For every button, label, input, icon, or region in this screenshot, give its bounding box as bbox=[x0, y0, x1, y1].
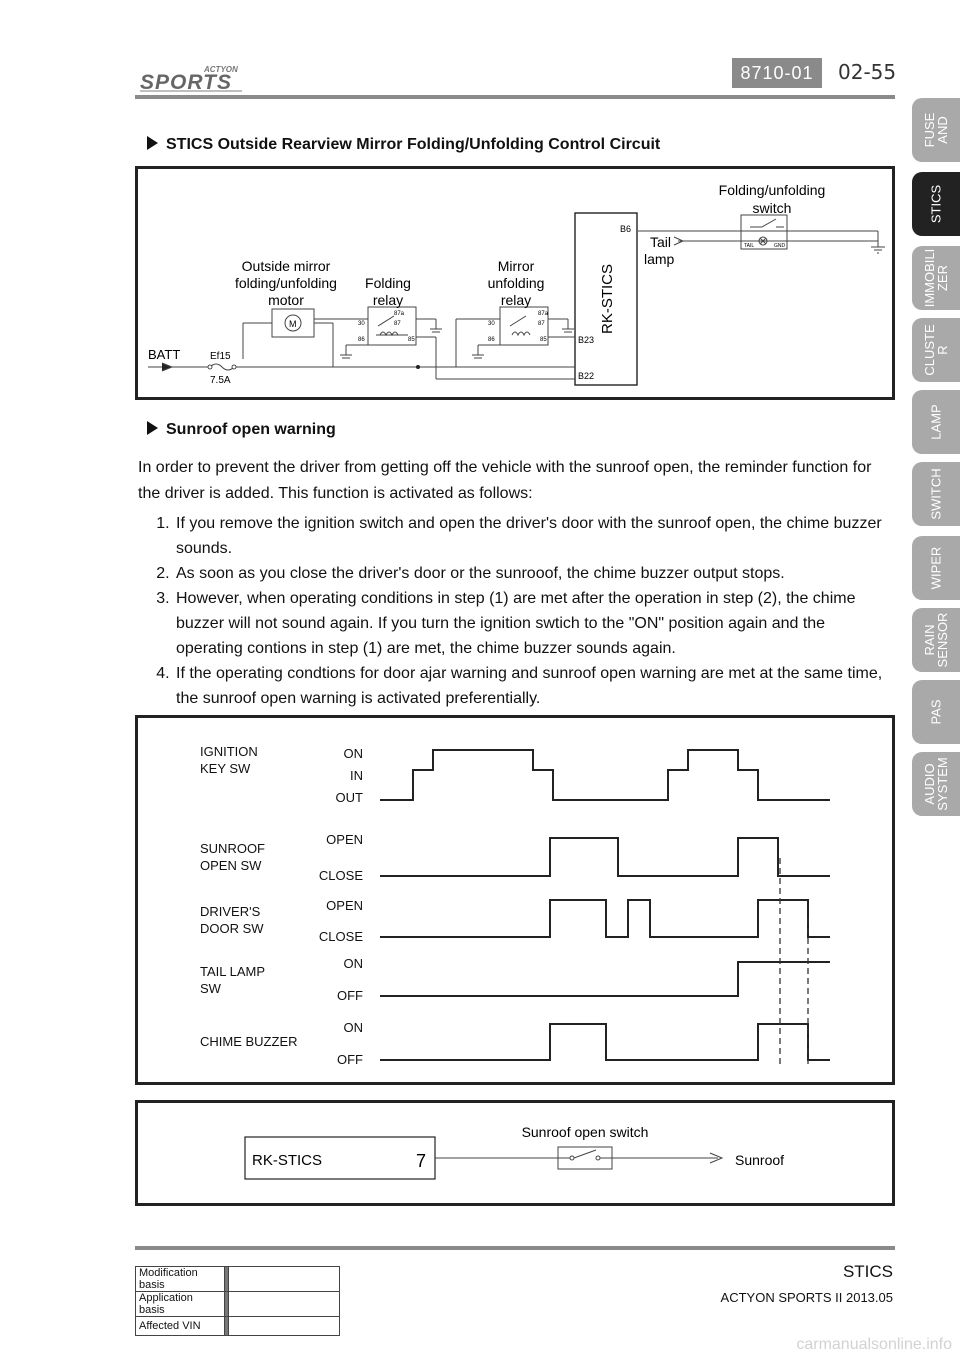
sig-door-name2: DOOR SW bbox=[200, 921, 264, 936]
sidebar-tab-label: IMMOBILI ZER bbox=[922, 248, 950, 308]
mirror-relay-line2: unfolding bbox=[487, 275, 545, 291]
mirror-relay-line3: relay bbox=[500, 292, 532, 308]
footer-model: ACTYON SPORTS II 2013.05 bbox=[720, 1290, 893, 1305]
fold-relay-pin-85: 85 bbox=[408, 337, 415, 343]
switch-tail-pin: TAIL bbox=[744, 243, 755, 249]
folding-relay-line2: relay bbox=[372, 292, 404, 308]
header-rule bbox=[135, 95, 895, 99]
sidebar-tab-label: AUDIO SYSTEM bbox=[922, 757, 950, 811]
sidebar-tab-audio-system[interactable] bbox=[912, 752, 960, 816]
basis-table bbox=[135, 1266, 340, 1336]
sig-ign-name1: IGNITION bbox=[200, 744, 258, 759]
switch-label-line2: switch bbox=[752, 200, 792, 216]
sig-sunroof-name2: OPEN SW bbox=[200, 858, 262, 873]
sig-tail-name2: SW bbox=[200, 981, 221, 996]
footer-rule bbox=[135, 1246, 895, 1250]
ign-state-on: ON bbox=[343, 746, 363, 761]
sunroof-target: Sunroof bbox=[735, 1152, 785, 1168]
tail-state-on: ON bbox=[343, 956, 363, 971]
triangle-bullet-icon bbox=[147, 136, 158, 150]
sidebar-tab-wiper[interactable] bbox=[912, 536, 960, 600]
chime-state-off: OFF bbox=[337, 1052, 363, 1067]
sig-sunroof-name1: SUNROOF bbox=[200, 841, 265, 856]
folding-relay-line1: Folding bbox=[365, 275, 411, 291]
sidebar-tab-rain-sensor[interactable] bbox=[912, 608, 960, 672]
ign-state-out: OUT bbox=[335, 790, 363, 805]
chime-waveform bbox=[380, 1024, 830, 1060]
switch-gnd-pin: GND bbox=[774, 243, 786, 249]
step-item-1: 1. If you remove the ignition switch and open the driver's door with the sunroof open, the chime buzzer sounds. bbox=[174, 511, 895, 561]
sig-chime-name1: CHIME BUZZER bbox=[200, 1034, 298, 1049]
motor-label-line2: folding/unfolding bbox=[235, 275, 337, 291]
basis-label: Modification basis bbox=[136, 1267, 225, 1292]
mirror-relay-line1: Mirror bbox=[497, 258, 535, 274]
basis-label: Application basis bbox=[136, 1292, 225, 1317]
tail-state-off: OFF bbox=[337, 988, 363, 1003]
fold-relay-pin-86: 86 bbox=[358, 337, 365, 343]
sunroof-timing-diagram bbox=[135, 715, 895, 1085]
ign-waveform bbox=[380, 750, 830, 800]
sidebar-tab-label: SWITCH bbox=[928, 468, 944, 520]
mirror-relay-pin-87: 87 bbox=[538, 321, 545, 327]
sunroof-circuit-svg bbox=[138, 1103, 892, 1203]
door-state-open: OPEN bbox=[326, 898, 363, 913]
section1-heading bbox=[147, 136, 660, 154]
sidebar-tab-switch[interactable] bbox=[912, 462, 960, 526]
sunroof-switch-label: Sunroof open switch bbox=[521, 1124, 649, 1140]
door-state-close: CLOSE bbox=[318, 929, 363, 944]
step-item-2: 2. As soon as you close the driver's door or the sunrooof, the chime buzzer output stops. bbox=[174, 561, 895, 586]
motor-symbol: M bbox=[289, 319, 297, 329]
mirror-circuit-svg bbox=[138, 169, 892, 397]
pin-b23: B23 bbox=[578, 335, 595, 345]
mirror-relay-pin-86: 86 bbox=[488, 337, 495, 343]
module-name: RK-STICS bbox=[599, 263, 616, 335]
batt-label: BATT bbox=[148, 347, 181, 362]
section1-title: STICS Outside Rearview Mirror Folding/Unfolding Control Circuit bbox=[166, 136, 661, 153]
mirror-folding-circuit-diagram bbox=[135, 166, 895, 400]
triangle-bullet-icon bbox=[147, 421, 158, 435]
section-code-badge: 8710-01 bbox=[732, 58, 822, 88]
section2-title: Sunroof open warning bbox=[166, 421, 336, 438]
basis-row bbox=[136, 1317, 340, 1336]
fuse-label: Ef15 bbox=[210, 351, 231, 362]
switch-label-line1: Folding/unfolding bbox=[718, 182, 826, 198]
mirror-relay-pin-87a: 87a bbox=[538, 311, 549, 317]
sidebar-tab-immobili-zer[interactable] bbox=[912, 246, 960, 310]
pin-b22: B22 bbox=[578, 371, 595, 381]
motor-label-line1: Outside mirror bbox=[241, 258, 331, 274]
tail-waveform bbox=[380, 962, 830, 996]
sidebar-tab-label: WIPER bbox=[928, 546, 944, 590]
sidebar-tab-label: CLUSTE R bbox=[922, 324, 950, 376]
mirror-relay-pin-85: 85 bbox=[540, 337, 547, 343]
tail-lamp-line1: Tail bbox=[650, 234, 672, 250]
sig-tail-name1: TAIL LAMP bbox=[200, 964, 266, 979]
sidebar-tab-label: STICS bbox=[928, 184, 944, 224]
sig-door-name1: DRIVER'S bbox=[200, 904, 261, 919]
basis-value bbox=[229, 1317, 340, 1336]
sunroof-switch-circuit bbox=[135, 1100, 895, 1206]
fold-relay-pin-87a: 87a bbox=[394, 311, 405, 317]
sidebar-tab-label: LAMP bbox=[928, 404, 944, 440]
sidebar-tab-label: RAIN SENSOR bbox=[922, 612, 950, 668]
door-waveform bbox=[380, 900, 830, 937]
sidebar-tab-cluste-r[interactable] bbox=[912, 318, 960, 382]
footer-section-name: STICS bbox=[842, 1262, 893, 1281]
steps-list bbox=[138, 511, 895, 711]
sunroof-waveform bbox=[380, 838, 830, 876]
sidebar-tab-label: PAS bbox=[928, 699, 944, 725]
sunroof-state-close: CLOSE bbox=[318, 868, 363, 883]
sunroof-module-pin: 7 bbox=[416, 1151, 427, 1171]
sidebar-tab-lamp[interactable] bbox=[912, 390, 960, 454]
basis-label: Affected VIN bbox=[136, 1317, 225, 1336]
step-item-3: 3. However, when operating conditions in step (1) are met after the operation in step (2), the chime buzzer will not sound again. If you turn the ignition swtich to the "ON" position again and the operating contions in step (1) are met, the chime buzzer sounds again. bbox=[174, 586, 895, 661]
pin-b6: B6 bbox=[620, 224, 632, 234]
logo-small-text: ACTYON bbox=[204, 65, 238, 74]
sidebar-tab-label: FUSE AND bbox=[922, 112, 950, 148]
sunroof-module-name: RK-STICS bbox=[252, 1152, 323, 1169]
actyon-sports-logo bbox=[138, 60, 248, 94]
step-item-4: 4. If the operating condtions for door ajar warning and sunroof open warning are met at the same time, the sunroof open warning is activated preferentially. bbox=[174, 661, 895, 711]
basis-row bbox=[136, 1267, 340, 1292]
sidebar-tab-fuse-and[interactable] bbox=[912, 98, 960, 162]
page-number: 02-55 bbox=[838, 60, 897, 84]
motor-label-line3: motor bbox=[268, 292, 304, 308]
timing-svg bbox=[138, 718, 892, 1082]
section2-heading bbox=[147, 421, 336, 439]
fold-relay-pin-87: 87 bbox=[394, 321, 401, 327]
sunroof-state-open: OPEN bbox=[326, 832, 363, 847]
logo-main-text: SPORTS bbox=[140, 71, 232, 94]
fold-relay-pin-30: 30 bbox=[358, 321, 365, 327]
basis-row bbox=[136, 1292, 340, 1317]
sidebar-tab-pas[interactable] bbox=[912, 680, 960, 744]
fuse-rating: 7.5A bbox=[210, 375, 231, 386]
watermark: carmanualsonline.info bbox=[796, 1336, 952, 1353]
tail-lamp-line2: lamp bbox=[644, 251, 675, 267]
chime-state-on: ON bbox=[343, 1020, 363, 1035]
sig-ign-name2: KEY SW bbox=[200, 761, 251, 776]
basis-value bbox=[229, 1292, 340, 1317]
mirror-relay-pin-30: 30 bbox=[488, 321, 495, 327]
basis-value bbox=[229, 1267, 340, 1292]
sidebar-tab-stics[interactable] bbox=[912, 172, 960, 236]
ign-state-in: IN bbox=[350, 768, 363, 783]
warning-steps bbox=[138, 511, 895, 711]
section2-intro: In order to prevent the driver from getting off the vehicle with the sunroof open, the reminder function for the driver is added. This function is activated as follows: bbox=[138, 459, 872, 502]
